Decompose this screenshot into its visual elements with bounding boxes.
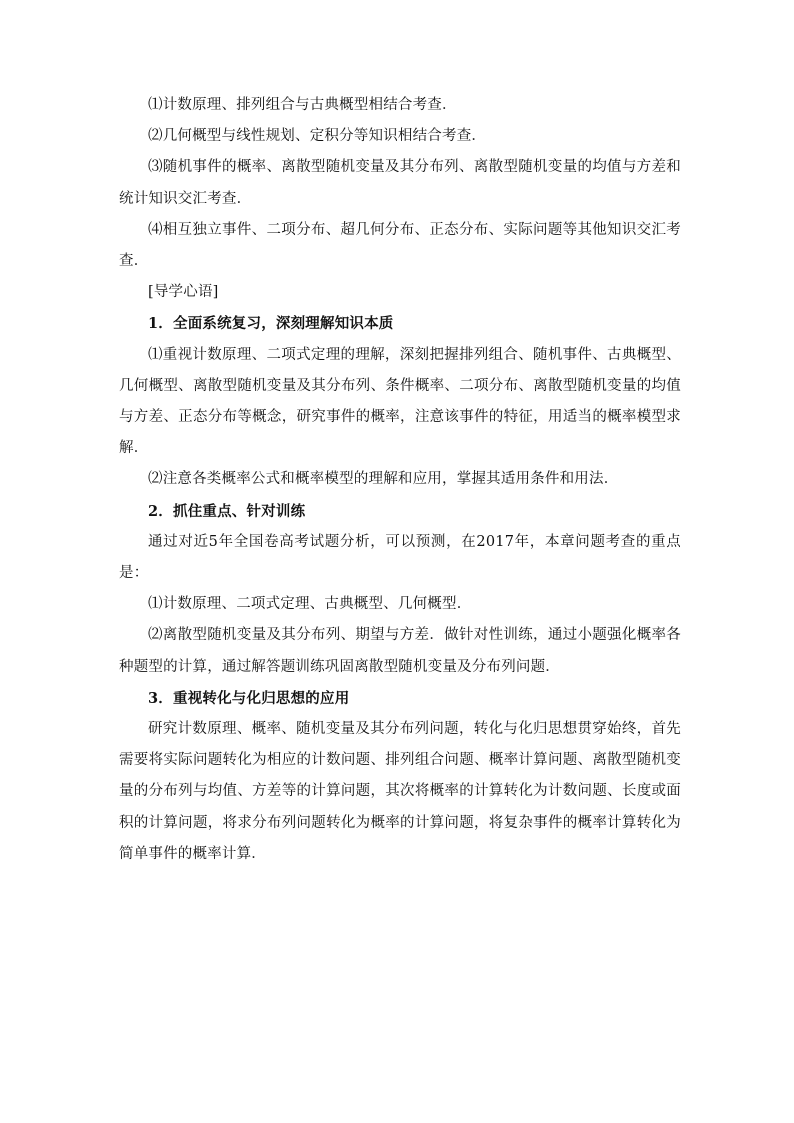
paragraph: ⑴重视计数原理、二项式定理的理解，深刻把握排列组合、随机事件、古典概型、几何概型、离散型随机变量及其分布列、条件概率、二项分布、离散型随机变量的均值与方差、正态分布等概念，研究事件的概率，注意该事件的特征，用适当的概率模型求解． [119,346,681,457]
paragraph: ⑷相互独立事件、二项分布、超几何分布、正态分布、实际问题等其他知识交汇考查． [119,221,681,270]
paragraph: ⑴计数原理、排列组合与古典概型相结合考查． [148,97,457,113]
paragraph: 通过对近5年全国卷高考试题分析，可以预测，在2017年，本章问题考查的重点是： [119,533,681,582]
section-label: [导学心语] [148,284,219,301]
paragraph: ⑴计数原理、二项式定理、古典概型、几何概型． [148,596,472,613]
section-heading: 1．全面系统复习，深刻理解知识本质 [148,315,394,333]
document-body [119,90,681,870]
paragraph: ⑵离散型随机变量及其分布列、期望与方差．做针对性训练，通过小题强化概率各种题型的计算，通过解答题训练巩固离散型随机变量及分布列问题． [119,627,681,675]
section-heading: 2．抓住重点、针对训练 [148,502,306,520]
paragraph: ⑶随机事件的概率、离散型随机变量及其分布列、离散型随机变量的均值与方差和统计知识交汇考查． [119,159,681,207]
paragraph: ⑵注意各类概率公式和概率模型的理解和应用，掌握其适用条件和用法． [148,471,619,488]
paragraph: ⑵几何概型与线性规划、定积分等知识相结合考查． [148,128,487,145]
paragraph: 研究计数原理、概率、随机变量及其分布列问题，转化与化归思想贯穿始终，首先需要将实际问题转化为相应的计数问题、排列组合问题、概率计算问题、离散型随机变量的分布列与均值、方差等的计算问题，其次将概率的计算转化为计数问题、长度或面积的计算问题，将求分布列问题转化为概率的计算问题，将复杂事件的概率计算转化为简单事件的概率计算． [119,721,681,862]
section-heading: 3．重视转化与化归思想的应用 [148,689,350,707]
